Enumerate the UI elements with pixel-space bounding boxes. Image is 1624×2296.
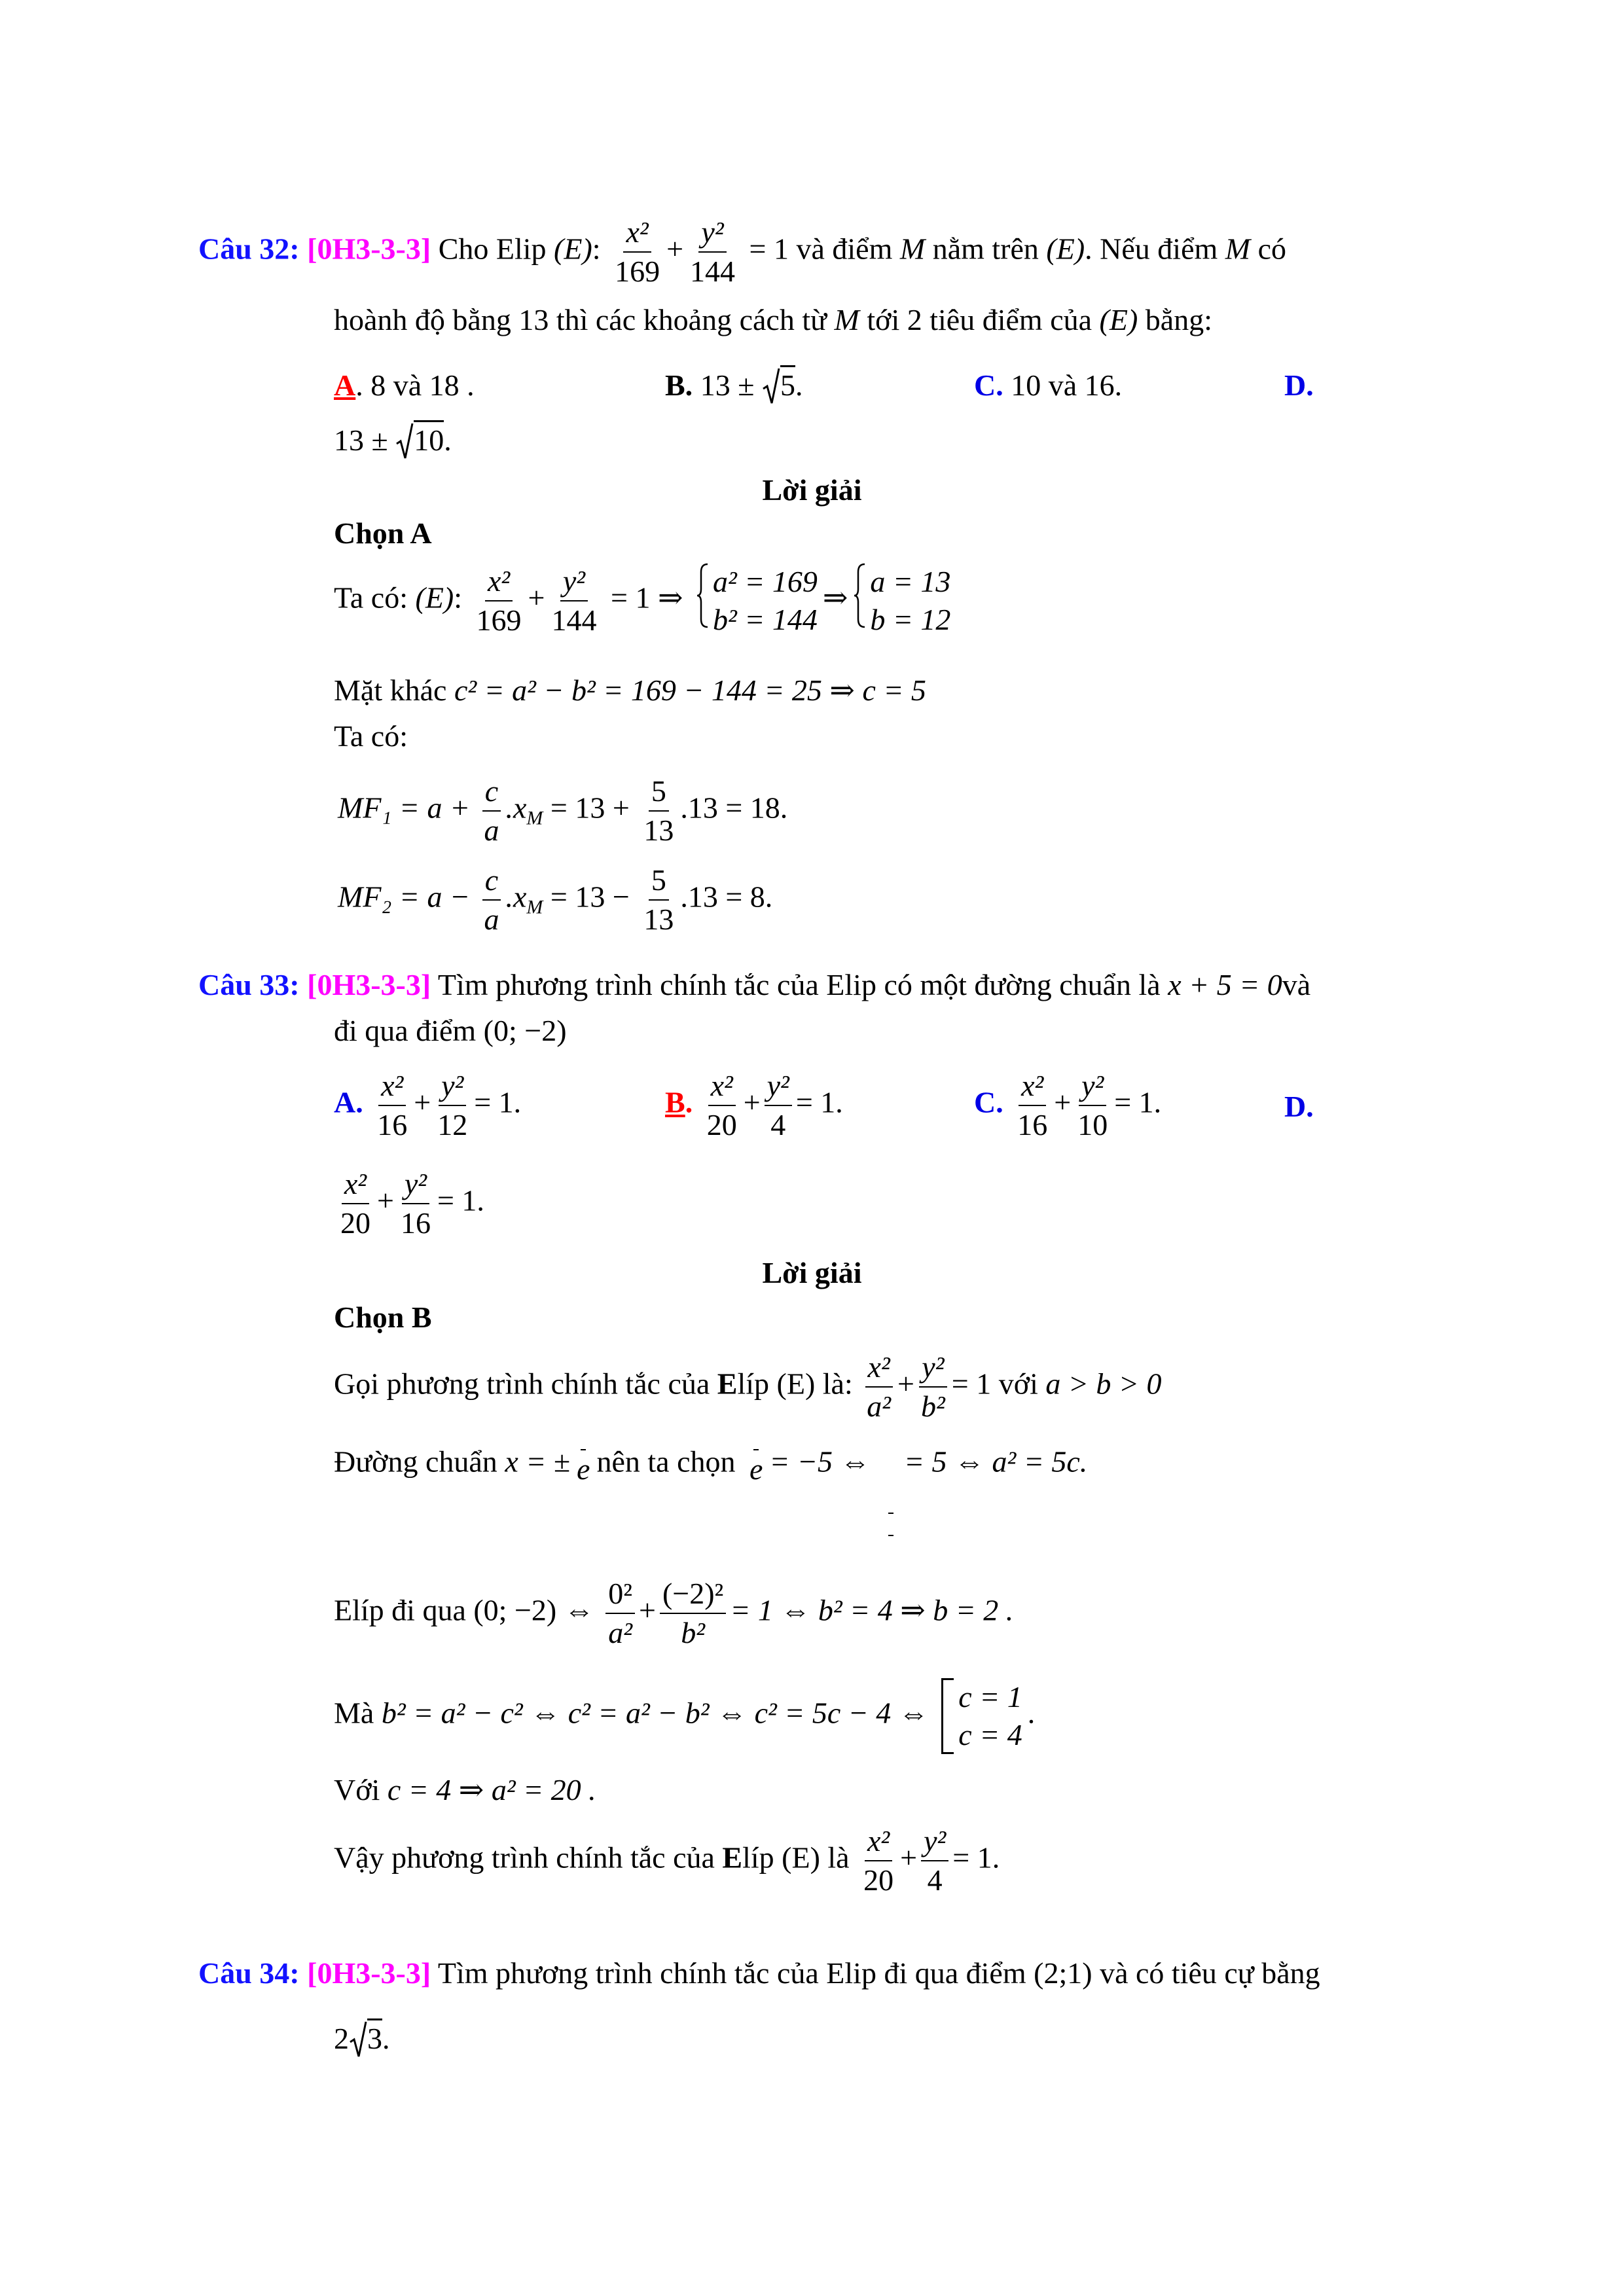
q32-option-b[interactable]: B. 13 ± 5. bbox=[665, 370, 803, 401]
q32-step1: Ta có: (E): $\frac{\text{x²}}{169}$ + $\frac{\text{y²}}{144}$ = 1 ⇒ a² = 169 b² = 144 ⇒ a = 13 b = 12 bbox=[334, 563, 956, 639]
q32-line2c: bằng: bbox=[1145, 303, 1212, 336]
q32-stem2: và điểm bbox=[796, 232, 893, 266]
q34-line1: Câu 34: [0H3-3-3] Tìm phương trình chính tắc của Elip đi qua điểm (2;1) và có tiêu cự bằng bbox=[198, 1956, 1320, 1990]
q32-E3: (E) bbox=[1099, 303, 1138, 336]
q33-option-c[interactable]: C. $\frac{\text{x²}}{16}$ + $\frac{\text{y²}}{10}$ = 1. bbox=[974, 1069, 1162, 1141]
q33-line2: đi qua điểm (0; −2) bbox=[334, 1014, 567, 1047]
q32-solution-heading: Lời giải bbox=[762, 473, 862, 507]
q33-step5: Với c = 4 ⇒ a² = 20 . bbox=[334, 1773, 596, 1806]
q32-tag: [0H3-3-3] bbox=[307, 232, 431, 266]
q33-step6: Vậy phương trình chính tắc của Elíp (E) là $\frac{\text{x²}}{20}$ + $\frac{\text{y²}}{4}$ = 1. bbox=[334, 1824, 1000, 1897]
q32-stem5: có bbox=[1257, 232, 1287, 266]
q34-tag: [0H3-3-3] bbox=[307, 1956, 431, 1990]
sqrt-icon: 5 bbox=[762, 370, 795, 401]
q32-option-a-label: A bbox=[334, 368, 356, 402]
q32-label: Câu 32: bbox=[198, 232, 300, 266]
q32-stem3: nằm trên bbox=[932, 232, 1039, 266]
q32-stem4: . Nếu điểm bbox=[1085, 232, 1218, 266]
q33-line1: Câu 33: [0H3-3-3] Tìm phương trình chính tắc của Elip có một đường chuẩn là x + 5 = 0và bbox=[198, 968, 1311, 1001]
q32-line2b: tới 2 tiêu điểm của bbox=[867, 303, 1092, 336]
q32-option-d-value: 13 ± 10. bbox=[334, 425, 452, 456]
q32-M: M bbox=[899, 232, 926, 266]
q32-mf1: MF₁ = a + $\frac{c}{a}$ $.x_M = 13$ + $\frac{5}{13}$ .13 = 18. bbox=[338, 774, 788, 847]
q33-step2: Đường chuẩn x = ± e nên ta chọn e = −5 ⇔ = 5 ⇔ a² = 5c. bbox=[334, 1445, 1087, 1548]
q33-step4: Mà b² = a² − c² ⇔ c² = a² − b² ⇔ c² = 5c − 4 ⇔ c = 1 c = 4 . bbox=[334, 1678, 1035, 1754]
q32-mf2: MF₂ = a − $\frac{c}{a}$ $.x_M = 13$ − $\frac{5}{13}$ .13 = 8. bbox=[338, 863, 773, 936]
q32-step3: Ta có: bbox=[334, 719, 408, 753]
q33-option-b[interactable]: B. $\frac{\text{x²}}{20}$ + $\frac{\text{y²}}{4}$ = 1. bbox=[665, 1069, 843, 1141]
q32-line2 bbox=[334, 305, 1212, 335]
q32-system-2: a = 13 b = 12 bbox=[853, 563, 950, 639]
q33-option-a[interactable]: A. $\frac{\text{x²}}{16}$ + $\frac{\text{y²}}{12}$ = 1. bbox=[334, 1069, 522, 1141]
q33-tag: [0H3-3-3] bbox=[307, 968, 431, 1001]
q33-solution-heading: Lời giải bbox=[762, 1256, 862, 1289]
q32-E2: (E) bbox=[1046, 232, 1085, 266]
q33-choose: Chọn B bbox=[334, 1300, 432, 1334]
q33-step1: Gọi phương trình chính tắc của Elíp (E) là: $\frac{\text{x²}}{\text{a²}}$ + $\frac{\text{y²}}{\text{b²}}$ = 1 với a > b > 0 bbox=[334, 1350, 1162, 1423]
q32-option-c[interactable] bbox=[974, 370, 1122, 401]
q34-line2: 2 3. bbox=[334, 2024, 390, 2054]
q32-choose: Chọn A bbox=[334, 516, 432, 550]
q32-frac-y: $\frac{\text{y²}}{144}$ bbox=[690, 215, 736, 288]
q32-stem1: Cho Elip bbox=[438, 232, 547, 266]
q32-option-a-text: . 8 và 18 . bbox=[355, 368, 475, 402]
sqrt-icon: 3 bbox=[349, 2024, 382, 2054]
q32-eq1: = 1 bbox=[749, 232, 789, 266]
q32-line1: Câu 32: [0H3-3-3] Cho Elip (E): $\frac{\text{x²}}{169}$ + $\frac{\text{y²}}{144}$ = 1 và điểm M nằm trên (E). Nếu điểm M có bbox=[198, 215, 1287, 288]
q33-option-d-value: $\frac{\text{x²}}{20}$ + $\frac{\text{y²}}{16}$ = 1. bbox=[340, 1167, 484, 1240]
q32-step2: Mặt khác c² = a² − b² = 169 − 144 = 25 ⇒ c = 5 bbox=[334, 673, 926, 707]
q32-option-b-text: 13 ± bbox=[700, 368, 755, 402]
q32-option-b-label: B. bbox=[665, 368, 693, 402]
q33-step3: Elíp đi qua (0; −2) ⇔ $\frac{\text{0²}}{\text{a²}}$ + $\frac{\text{(−2)²}}{\text{b²}}$ = 1 ⇔ b² = 4 ⇒ b = 2 . bbox=[334, 1577, 1014, 1649]
q32-M2: M bbox=[1225, 232, 1251, 266]
q32-option-d[interactable] bbox=[1284, 370, 1314, 401]
q32-option-a[interactable] bbox=[334, 370, 475, 401]
sqrt-icon: 10 bbox=[395, 425, 444, 456]
q32-E: (E) bbox=[554, 232, 592, 266]
q32-M3: M bbox=[834, 303, 859, 336]
q32-option-c-label: C. bbox=[974, 368, 1003, 402]
q32-option-c-text: 10 và 16. bbox=[1011, 368, 1123, 402]
q32-option-d-label: D. bbox=[1284, 368, 1314, 402]
q33-bracket-system: c = 1 c = 4 bbox=[941, 1678, 1022, 1754]
q33-option-d[interactable]: D. bbox=[1284, 1090, 1314, 1123]
q34-label: Câu 34: bbox=[198, 1956, 300, 1990]
q33-label: Câu 33: bbox=[198, 968, 300, 1001]
q32-line2-text: hoành độ bằng 13 thì các khoảng cách từ bbox=[334, 303, 827, 336]
q32-system-1: a² = 169 b² = 144 bbox=[696, 563, 818, 639]
q32-frac-x: $\frac{\text{x²}}{169}$ bbox=[615, 215, 660, 288]
